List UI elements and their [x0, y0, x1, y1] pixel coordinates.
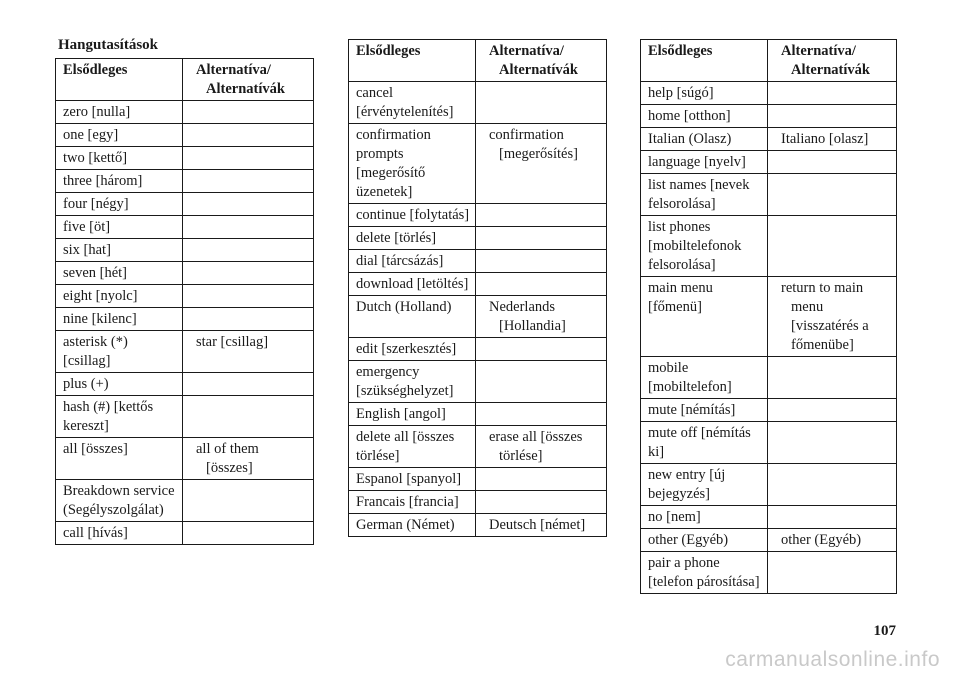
table-row: [641, 552, 897, 594]
table-row: [349, 338, 607, 361]
primary-command-cell: call [hívás]: [56, 522, 183, 545]
alternative-command-cell: [183, 101, 314, 124]
primary-command-cell: language [nyelv]: [641, 151, 768, 174]
table-row: [349, 250, 607, 273]
table-row: [349, 227, 607, 250]
header-alternative: Alternatíva/ Alternatívák: [476, 40, 607, 82]
alternative-command-cell: [476, 250, 607, 273]
table-row: [641, 128, 897, 151]
primary-command-cell: other (Egyéb): [641, 529, 768, 552]
alternative-command-cell: [768, 506, 897, 529]
primary-command-cell: asterisk (*) [csillag]: [56, 331, 183, 373]
primary-command-cell: cancel [érvénytelenítés]: [349, 82, 476, 124]
alternative-command-cell: [183, 170, 314, 193]
watermark-text: carmanualsonline.info: [725, 648, 940, 671]
primary-command-cell: dial [tárcsázás]: [349, 250, 476, 273]
table-row: [349, 124, 607, 204]
primary-command-cell: emergency [szükséghelyzet]: [349, 361, 476, 403]
table-row: [56, 331, 314, 373]
alternative-command-cell: erase all [összes törlése]: [476, 426, 607, 468]
primary-command-cell: main menu [főmenü]: [641, 277, 768, 357]
table-row: [56, 124, 314, 147]
primary-command-cell: pair a phone [telefon párosítása]: [641, 552, 768, 594]
table-row: [56, 170, 314, 193]
primary-command-cell: hash (#) [kettős kereszt]: [56, 396, 183, 438]
table-row: [641, 464, 897, 506]
primary-command-cell: Francais [francia]: [349, 491, 476, 514]
table-row: [349, 273, 607, 296]
table-row: [56, 480, 314, 522]
table-row: [56, 262, 314, 285]
primary-command-cell: mute off [némítás ki]: [641, 422, 768, 464]
table-row: [349, 82, 607, 124]
alternative-command-cell: [768, 552, 897, 594]
primary-command-cell: delete [törlés]: [349, 227, 476, 250]
primary-command-cell: mobile [mobiltelefon]: [641, 357, 768, 399]
table-header-row: [56, 59, 314, 101]
alternative-command-cell: [768, 357, 897, 399]
voice-commands-table-2: [348, 39, 607, 537]
primary-command-cell: seven [hét]: [56, 262, 183, 285]
table-row: [641, 422, 897, 464]
alternative-command-cell: [768, 216, 897, 277]
table-row: [349, 468, 607, 491]
alternative-command-cell: [183, 522, 314, 545]
table-row: [349, 296, 607, 338]
table-row: [641, 151, 897, 174]
table-row: [349, 514, 607, 537]
page-number: 107: [873, 623, 896, 639]
header-alternative: Alternatíva/ Alternatívák: [183, 59, 314, 101]
table-header-row: [349, 40, 607, 82]
table-row: [349, 426, 607, 468]
table-row: [56, 193, 314, 216]
primary-command-cell: continue [folytatás]: [349, 204, 476, 227]
table-row: [349, 361, 607, 403]
alternative-command-cell: [476, 361, 607, 403]
alternative-command-cell: [768, 174, 897, 216]
alternative-command-cell: [476, 338, 607, 361]
table-row: [56, 373, 314, 396]
alternative-command-cell: Nederlands [Hollandia]: [476, 296, 607, 338]
primary-command-cell: eight [nyolc]: [56, 285, 183, 308]
alternative-command-cell: [183, 239, 314, 262]
primary-command-cell: Breakdown service (Segélyszolgálat): [56, 480, 183, 522]
alternative-command-cell: [183, 373, 314, 396]
table-row: [641, 105, 897, 128]
table-row: [56, 438, 314, 480]
alternative-command-cell: [476, 468, 607, 491]
table-row: [56, 522, 314, 545]
primary-command-cell: Italian (Olasz): [641, 128, 768, 151]
header-primary: Elsődleges: [349, 40, 476, 82]
primary-command-cell: edit [szerkesztés]: [349, 338, 476, 361]
primary-command-cell: nine [kilenc]: [56, 308, 183, 331]
alternative-command-cell: [768, 464, 897, 506]
alternative-command-cell: [476, 403, 607, 426]
header-primary: Elsődleges: [641, 40, 768, 82]
table-row: [349, 403, 607, 426]
primary-command-cell: delete all [összes törlése]: [349, 426, 476, 468]
primary-command-cell: six [hat]: [56, 239, 183, 262]
table-row: [56, 239, 314, 262]
primary-command-cell: two [kettő]: [56, 147, 183, 170]
alternative-command-cell: [183, 308, 314, 331]
alternative-command-cell: [183, 216, 314, 239]
header-alternative: Alternatíva/ Alternatívák: [768, 40, 897, 82]
alternative-command-cell: all of them [összes]: [183, 438, 314, 480]
table-row: [641, 529, 897, 552]
primary-command-cell: download [letöltés]: [349, 273, 476, 296]
alternative-command-cell: [183, 285, 314, 308]
primary-command-cell: help [súgó]: [641, 82, 768, 105]
table-row: [641, 82, 897, 105]
voice-commands-table-1: [55, 58, 314, 545]
table-row: [56, 147, 314, 170]
table-row: [641, 357, 897, 399]
primary-command-cell: no [nem]: [641, 506, 768, 529]
table-row: [56, 216, 314, 239]
voice-commands-table-3: [640, 39, 897, 594]
alternative-command-cell: [183, 480, 314, 522]
primary-command-cell: Espanol [spanyol]: [349, 468, 476, 491]
primary-command-cell: home [otthon]: [641, 105, 768, 128]
table-row: [349, 204, 607, 227]
alternative-command-cell: return to main menu [visszatérés a főmenübe]: [768, 277, 897, 357]
table-row: [641, 399, 897, 422]
section-title: Hangutasítások: [58, 37, 159, 53]
alternative-command-cell: Deutsch [német]: [476, 514, 607, 537]
primary-command-cell: English [angol]: [349, 403, 476, 426]
alternative-command-cell: star [csillag]: [183, 331, 314, 373]
primary-command-cell: list names [nevek felsorolása]: [641, 174, 768, 216]
alternative-command-cell: [183, 147, 314, 170]
table-row: [56, 101, 314, 124]
primary-command-cell: zero [nulla]: [56, 101, 183, 124]
table-row: [641, 506, 897, 529]
alternative-command-cell: [183, 124, 314, 147]
primary-command-cell: all [összes]: [56, 438, 183, 480]
table-header-row: [641, 40, 897, 82]
primary-command-cell: new entry [új bejegyzés]: [641, 464, 768, 506]
primary-command-cell: confirmation prompts [megerősítő üzenetek]: [349, 124, 476, 204]
primary-command-cell: list phones [mobiltelefonok felsorolása]: [641, 216, 768, 277]
alternative-command-cell: [183, 193, 314, 216]
primary-command-cell: four [négy]: [56, 193, 183, 216]
table-row: [641, 216, 897, 277]
table-row: [349, 491, 607, 514]
primary-command-cell: mute [némítás]: [641, 399, 768, 422]
table-row: [56, 308, 314, 331]
alternative-command-cell: [476, 227, 607, 250]
alternative-command-cell: [476, 82, 607, 124]
alternative-command-cell: [183, 262, 314, 285]
primary-command-cell: five [öt]: [56, 216, 183, 239]
primary-command-cell: plus (+): [56, 373, 183, 396]
alternative-command-cell: [183, 396, 314, 438]
alternative-command-cell: confirmation [megerősítés]: [476, 124, 607, 204]
table-row: [56, 285, 314, 308]
primary-command-cell: German (Német): [349, 514, 476, 537]
alternative-command-cell: [768, 82, 897, 105]
alternative-command-cell: [476, 204, 607, 227]
primary-command-cell: Dutch (Holland): [349, 296, 476, 338]
alternative-command-cell: [768, 399, 897, 422]
alternative-command-cell: other (Egyéb): [768, 529, 897, 552]
alternative-command-cell: [768, 422, 897, 464]
header-primary: Elsődleges: [56, 59, 183, 101]
primary-command-cell: one [egy]: [56, 124, 183, 147]
alternative-command-cell: [768, 105, 897, 128]
table-row: [56, 396, 314, 438]
table-row: [641, 277, 897, 357]
table-row: [641, 174, 897, 216]
alternative-command-cell: [476, 491, 607, 514]
alternative-command-cell: [476, 273, 607, 296]
alternative-command-cell: [768, 151, 897, 174]
primary-command-cell: three [három]: [56, 170, 183, 193]
alternative-command-cell: Italiano [olasz]: [768, 128, 897, 151]
